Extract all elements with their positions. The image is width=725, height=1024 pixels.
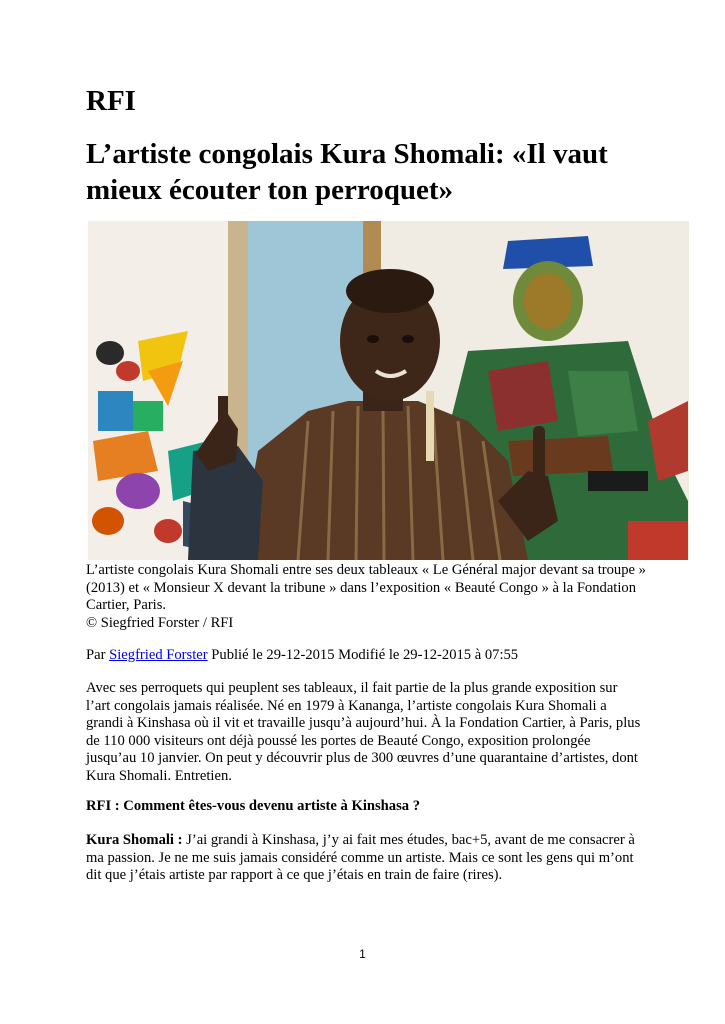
photo-caption	[86, 562, 656, 632]
source-heading: RFI	[86, 85, 136, 117]
interview-answer	[86, 832, 642, 885]
author-link[interactable]: Siegfried Forster	[109, 647, 208, 663]
byline	[86, 646, 666, 664]
interview-question: RFI : Comment êtes-vous devenu artiste à Kinshasa ?	[86, 798, 421, 814]
answer-text: J’ai grandi à Kinshasa, j’y ai fait mes études, bac+5, avant de me consacrer à ma passion. Je ne me suis jamais considéré comme un artiste. Mais ce sont les gens qui m’ont dit que j’étais artiste par rapport à ce que j’étais en train de faire (rires).	[86, 832, 635, 884]
page-number: 1	[359, 947, 366, 961]
answer-speaker: Kura Shomali :	[86, 832, 183, 848]
byline-prefix: Par	[86, 647, 106, 663]
caption-text: L’artiste congolais Kura Shomali entre ses deux tableaux « Le Général major devant sa troupe » (2013) et « Monsieur X devant la tribune » dans l’exposition « Beauté Congo » à la Fondation Cartier, Paris.	[86, 562, 646, 614]
publish-date: Publié le 29-12-2015 Modifié le 29-12-2015 à 07:55	[211, 647, 519, 663]
intro-paragraph: Avec ses perroquets qui peuplent ses tableaux, il fait partie de la plus grande exposition sur l’art congolais jamais réalisée. Né en 1979 à Kananga, l’artiste congolais Kura Shomali a grandi à Kinshasa où il vit et travaille jusqu’à aujourd’hui. À la Fondation Cartier, à Paris, plus de 110 000 visiteurs ont déjà poussé les portes de Beauté Congo, exposition prolongée jusqu’au 10 janvier. On peut y découvrir plus de 300 œuvres d’une quarantaine d’artistes, dont Kura Shomali. Entretien.	[86, 680, 641, 784]
article-photo	[88, 221, 689, 560]
caption-credit: © Siegfried Forster / RFI	[86, 614, 234, 631]
article-title: L’artiste congolais Kura Shomali: «Il vaut mieux écouter ton perroquet»	[86, 138, 608, 206]
